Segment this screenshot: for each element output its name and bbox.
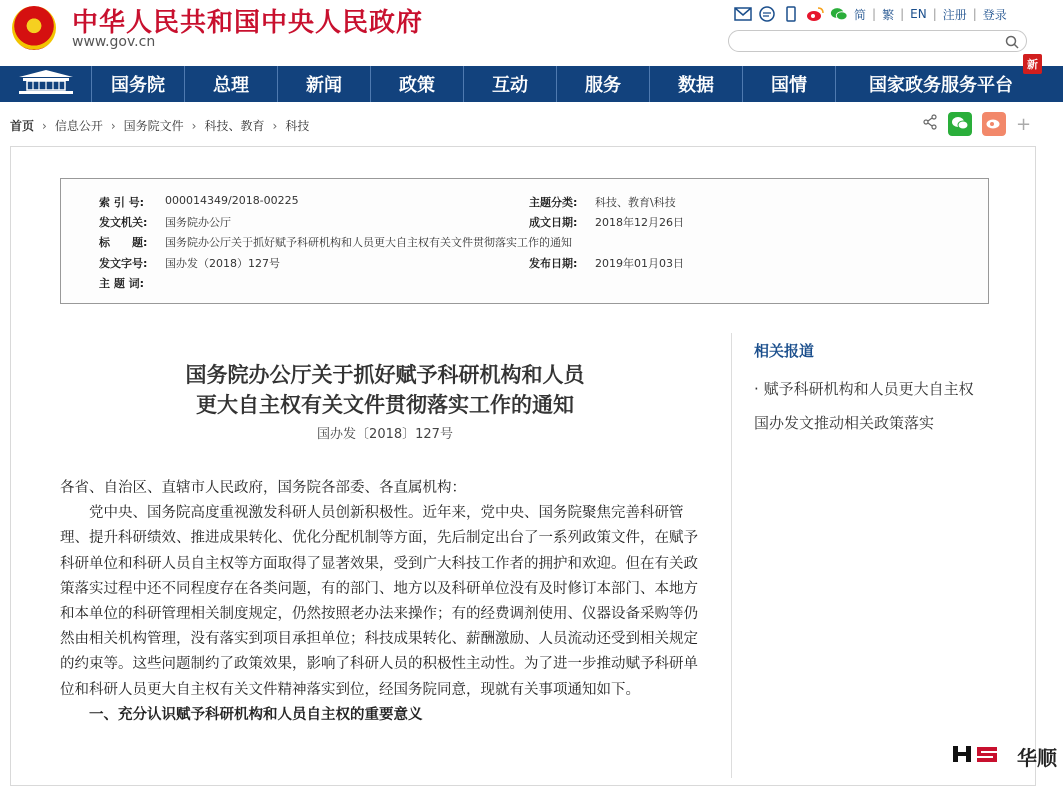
- index-no-value: 000014349/2018-00225: [165, 194, 299, 207]
- weibo-icon: [985, 115, 1003, 134]
- plus-icon[interactable]: +: [1016, 113, 1032, 135]
- wechat-share-button[interactable]: [948, 112, 972, 136]
- new-badge: 新: [1023, 54, 1042, 74]
- article-title-line1: 国务院办公厅关于抓好赋予科研机构和人员: [185, 362, 585, 387]
- keywords-label: 主 题 词:: [99, 277, 145, 290]
- lang-traditional-link[interactable]: 繁: [882, 7, 895, 22]
- salutation: 各省、自治区、直辖市人民政府，国务院各部委、各直属机构：: [60, 480, 466, 496]
- chevron-right-icon: ›: [272, 118, 278, 133]
- doc-number-value: 国办发（2018）127号: [165, 257, 280, 270]
- related-reports-title: 相关报道: [754, 342, 815, 360]
- hs-logo-icon: [951, 743, 1011, 770]
- section-heading: 一、充分认识赋予科研机构和人员自主权的重要意义: [89, 706, 423, 723]
- chevron-right-icon: ›: [110, 118, 116, 133]
- divider: |: [900, 7, 905, 21]
- bullet: ·: [754, 380, 759, 398]
- lang-simplified-link[interactable]: 简: [854, 7, 867, 22]
- article-body: [60, 476, 710, 728]
- chevron-right-icon: ›: [42, 118, 47, 133]
- sidebar-divider: [731, 333, 732, 778]
- nav-services[interactable]: 服务: [557, 66, 650, 102]
- chevron-right-icon: ›: [191, 118, 197, 133]
- mobile-icon[interactable]: [782, 6, 800, 22]
- nav-state-council[interactable]: 国务院: [92, 66, 185, 102]
- nav-interaction[interactable]: 互动: [464, 66, 557, 102]
- lang-english-link[interactable]: EN: [910, 7, 927, 21]
- site-url: www.gov.cn: [72, 34, 156, 50]
- nav-premier[interactable]: 总理: [185, 66, 278, 102]
- mail-icon[interactable]: [734, 6, 752, 22]
- breadcrumb-home[interactable]: 首页: [10, 119, 35, 133]
- search-box: [728, 30, 1027, 52]
- national-emblem-icon[interactable]: [12, 6, 56, 50]
- divider: |: [872, 7, 877, 21]
- nav-policy[interactable]: 政策: [371, 66, 464, 102]
- divider: |: [972, 7, 977, 21]
- published-date-value: 2019年01月03日: [595, 257, 684, 270]
- breadcrumb-state-council-docs[interactable]: 国务院文件: [123, 119, 184, 133]
- document-metadata-table: [60, 178, 989, 304]
- share-icon[interactable]: [922, 114, 938, 134]
- watermark-logo: [951, 742, 1057, 771]
- written-date-label: 成文日期:: [529, 216, 578, 229]
- login-link[interactable]: 登录: [982, 7, 1007, 22]
- nav-news[interactable]: 新闻: [278, 66, 371, 102]
- issuer-value: 国务院办公厅: [165, 216, 231, 229]
- weibo-share-button[interactable]: [982, 112, 1006, 136]
- breadcrumb: [10, 117, 309, 134]
- nav-gov-service-platform[interactable]: [836, 58, 1046, 102]
- wechat-icon: [951, 115, 969, 134]
- nav-gov-service-platform-label: 国家政务服务平台: [869, 75, 1013, 96]
- title-value: 国务院办公厅关于抓好赋予科研机构和人员更大自主权有关文件贯彻落实工作的通知: [165, 236, 572, 249]
- nav-data[interactable]: 数据: [650, 66, 743, 102]
- search-input[interactable]: [739, 33, 999, 49]
- issuer-label: 发文机关:: [99, 216, 148, 229]
- breadcrumb-info-disclosure[interactable]: 信息公开: [54, 119, 103, 133]
- title-label: 标 题:: [99, 236, 148, 249]
- search-icon[interactable]: [1004, 34, 1020, 50]
- site-title[interactable]: 中华人民共和国中央人民政府: [72, 8, 424, 38]
- paragraph: 党中央、国务院高度重视激发科研人员创新积极性。近年来，党中央、国务院聚焦完善科研管理、提升科研绩效、推进成果转化、优化分配机制等方面，先后制定出台了一系列政策文件，在赋予科研单位和科研人员自主权等方面取得了显著效果，受到广大科技工作者的拥护和欢迎。但在有关政策落实过程中还不同程度存在各类问题，有的部门、地方以及科研单位没有及时修订本部门、本地方和本单位的科研管理相关制度规定，仍然按照老办法来操作；有的经费调剂使用、仪器设备采购等仍然由相关机构管理，没有落实到项目承担单位；科技成果转化、薪酬激励、人员流动还受到相关规定的约束等。这些问题制约了政策效果，影响了科研人员的积极性主动性。为了进一步推动赋予科研单位和科研人员更大自主权有关文件精神落实到位，经国务院同意，现就有关事项通知如下。: [60, 505, 698, 698]
- article-title-line2: 更大自主权有关文件贯彻落实工作的通知: [196, 392, 574, 417]
- published-date-label: 发布日期:: [529, 257, 578, 270]
- breadcrumb-sci-edu[interactable]: 科技、教育: [204, 119, 265, 133]
- share-bar: [922, 112, 1031, 136]
- related-report-link[interactable]: 赋予科研机构和人员更大自主权 国办发文推动相关政策落实: [754, 380, 974, 432]
- temple-icon: [15, 69, 77, 99]
- article-doc-number: 国办发〔2018〕127号: [317, 427, 453, 442]
- topic-label: 主题分类:: [529, 196, 578, 209]
- doc-number-label: 发文字号:: [99, 257, 148, 270]
- nav-home[interactable]: [0, 66, 92, 102]
- main-nav: [0, 58, 1063, 102]
- register-link[interactable]: 注册: [942, 7, 967, 22]
- weibo-icon[interactable]: [806, 6, 824, 22]
- topic-value: 科技、教育\科技: [595, 196, 676, 209]
- written-date-value: 2018年12月26日: [595, 216, 684, 229]
- logo-text: 华顺: [1017, 746, 1057, 770]
- nav-national-info[interactable]: 国情: [743, 66, 836, 102]
- article-title: [130, 360, 640, 420]
- chat-icon[interactable]: [758, 6, 776, 22]
- site-header: [0, 0, 1063, 66]
- wechat-icon[interactable]: [830, 6, 848, 22]
- breadcrumb-sci[interactable]: 科技: [285, 119, 310, 133]
- related-report-item[interactable]: [754, 372, 989, 440]
- divider: |: [932, 7, 937, 21]
- index-no-label: 索 引 号:: [99, 196, 145, 209]
- top-links: [734, 4, 1007, 24]
